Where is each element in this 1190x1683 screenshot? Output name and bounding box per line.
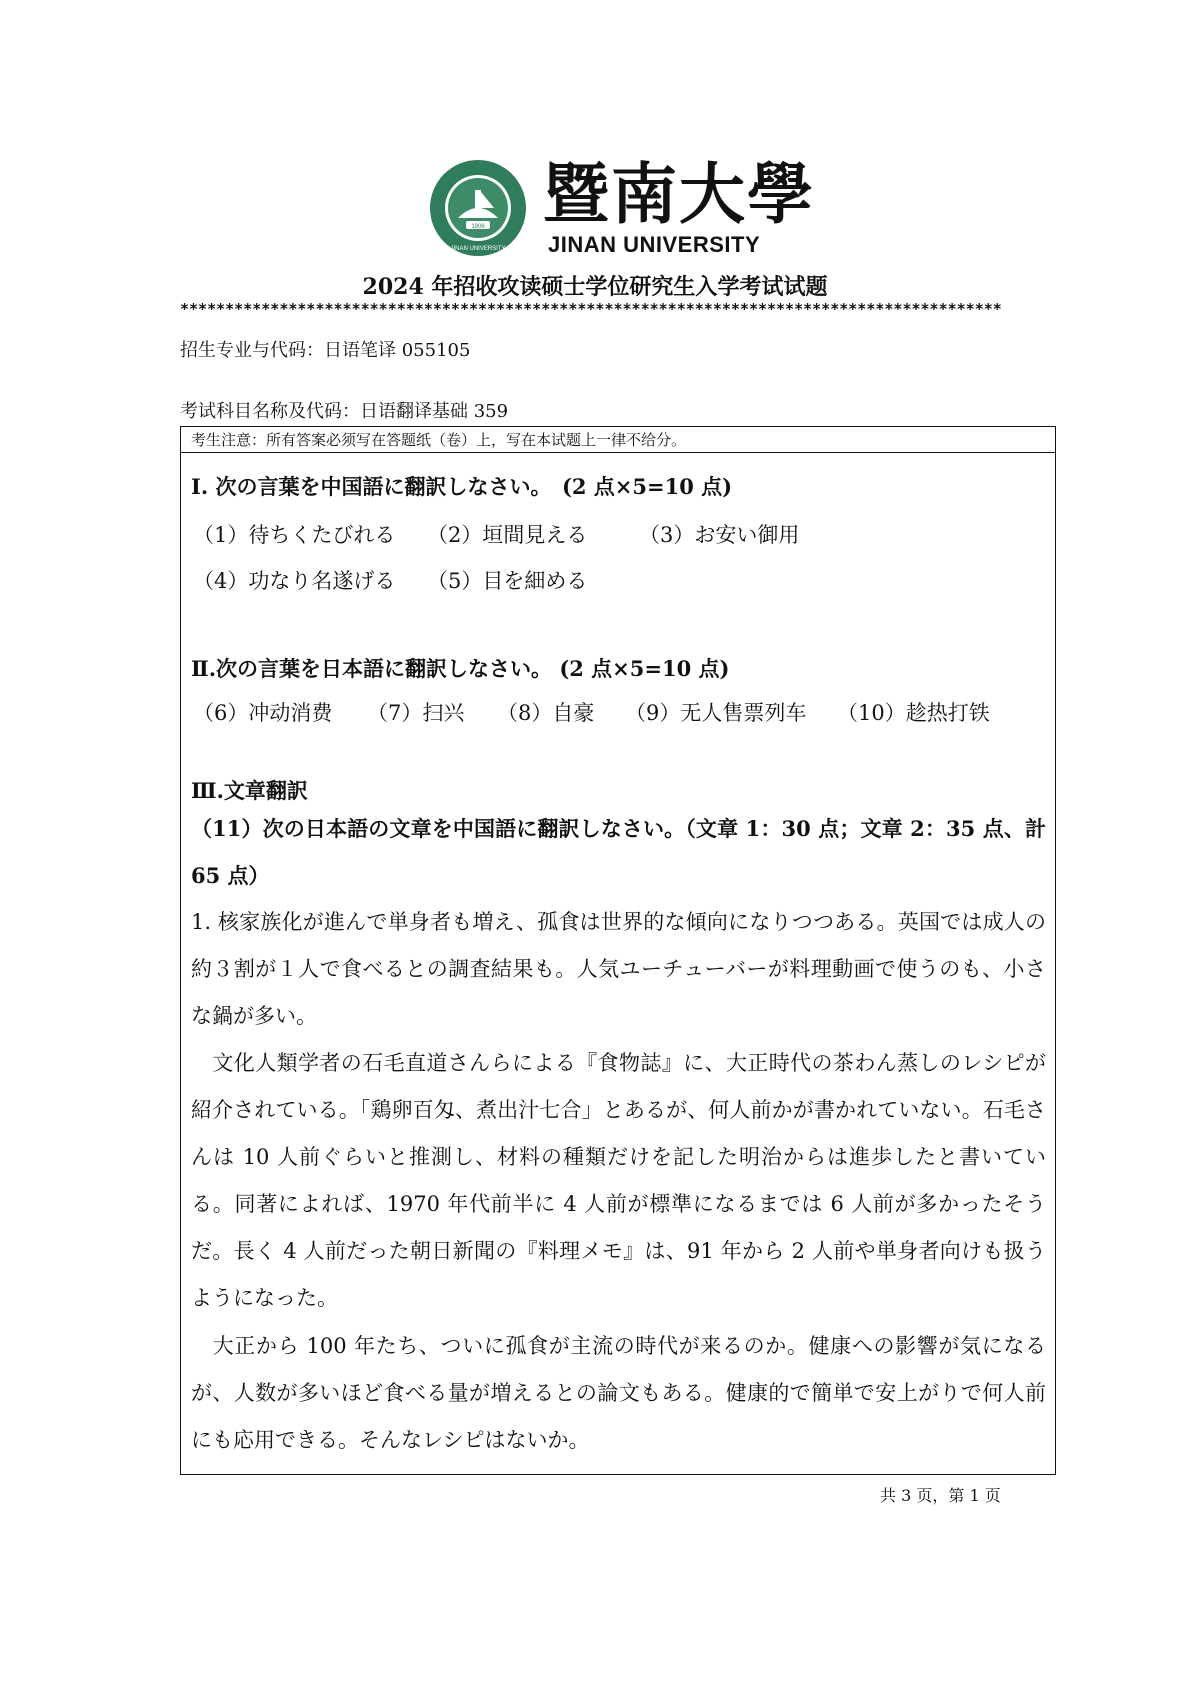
section-2-item: （6）冲动消费 [193, 701, 333, 725]
passage-paragraph: 1. 核家族化が進んで単身者も増え、孤食は世界的な傾向になりつつある。英国では成人の約３割が１人で食べるとの調査結果も。人気ユーチューバーが料理動画で使うのも、小さな鍋が多い。 [191, 910, 1046, 1028]
section-2-item: （9）无人售票列车 [625, 701, 807, 725]
section-2-item: （7）扫兴 [367, 701, 465, 725]
logo-chinese-name: 暨南大學 [543, 155, 815, 233]
exam-title: 2024 年招收攻读硕士学位研究生入学考试试题 [362, 274, 828, 300]
question-box [180, 426, 1056, 1475]
page-footer: 共 3 页，第 1 页 [880, 1486, 1001, 1505]
logo-english-name: JINAN UNIVERSITY [548, 232, 761, 257]
section-1-title: I. 次の言葉を中国語に翻訳しなさい。 (2 点×5=10 点) [191, 474, 733, 499]
section-1-item: （4）功なり名遂げる [193, 569, 396, 593]
passage-paragraph: 文化人類学者の石毛直道さんらによる『食物誌』に、大正時代の茶わん蒸しのレシピが紹介されている。「鶏卵百匁、煮出汁七合」とあるが、何人前かが書かれていない。石毛さんは 10 人前ぐらいと推測し、材料の種類だけを記した明治からは進歩したと書いている。同著によれば、1970 年代前半に 4 人前が標準になるまでは 6 人前が多かったそうだ。長く 4 人前だった朝日新聞の『料理メモ』は、91 年から 2 人前や単身者向けも扱うようになった。 [191, 1051, 1046, 1310]
section-2-item: （8）自豪 [497, 701, 595, 725]
svg-text:1906: 1906 [471, 224, 485, 230]
section-2-title: Ⅱ.次の言葉を日本語に翻訳しなさい。 (2 点×5=10 点) [191, 656, 730, 681]
section-1-item: （1）待ちくたびれる [193, 523, 396, 547]
major-code: 招生专业与代码：日语笔译 055105 [180, 340, 471, 361]
star-divider: ******************************************************************************************* [180, 300, 1002, 318]
section-3-title: Ⅲ.文章翻訳 [191, 778, 308, 803]
section-1-item: （5）目を細める [427, 569, 588, 593]
university-seal-icon [428, 158, 528, 258]
subject-code: 考试科目名称及代码：日语翻译基础 359 [180, 401, 509, 422]
section-1-item: （3）お安い御用 [639, 523, 800, 547]
section-1-item: （2）垣間見える [427, 523, 588, 547]
section-2-item: （10）趁热打铁 [837, 701, 990, 725]
passage-paragraph: 大正から 100 年たち、ついに孤食が主流の時代が来るのか。健康への影響が気になるが、人数が多いほど食べる量が増えるとの論文もある。健康的で簡単で安上がりで何人前にも応用できる。そんなレシピはないか。 [191, 1334, 1046, 1452]
candidate-notice: 考生注意：所有答案必须写在答题纸（卷）上，写在本试题上一律不给分。 [181, 427, 1055, 453]
section-3-instruction: （11）次の日本語の文章を中国語に翻訳しなさい。（文章 1：30 点；文章 2：35 点、計 65 点） [191, 816, 1046, 888]
university-logo [428, 155, 815, 258]
svg-text:JINAN UNIVERSITY: JINAN UNIVERSITY [450, 246, 506, 252]
